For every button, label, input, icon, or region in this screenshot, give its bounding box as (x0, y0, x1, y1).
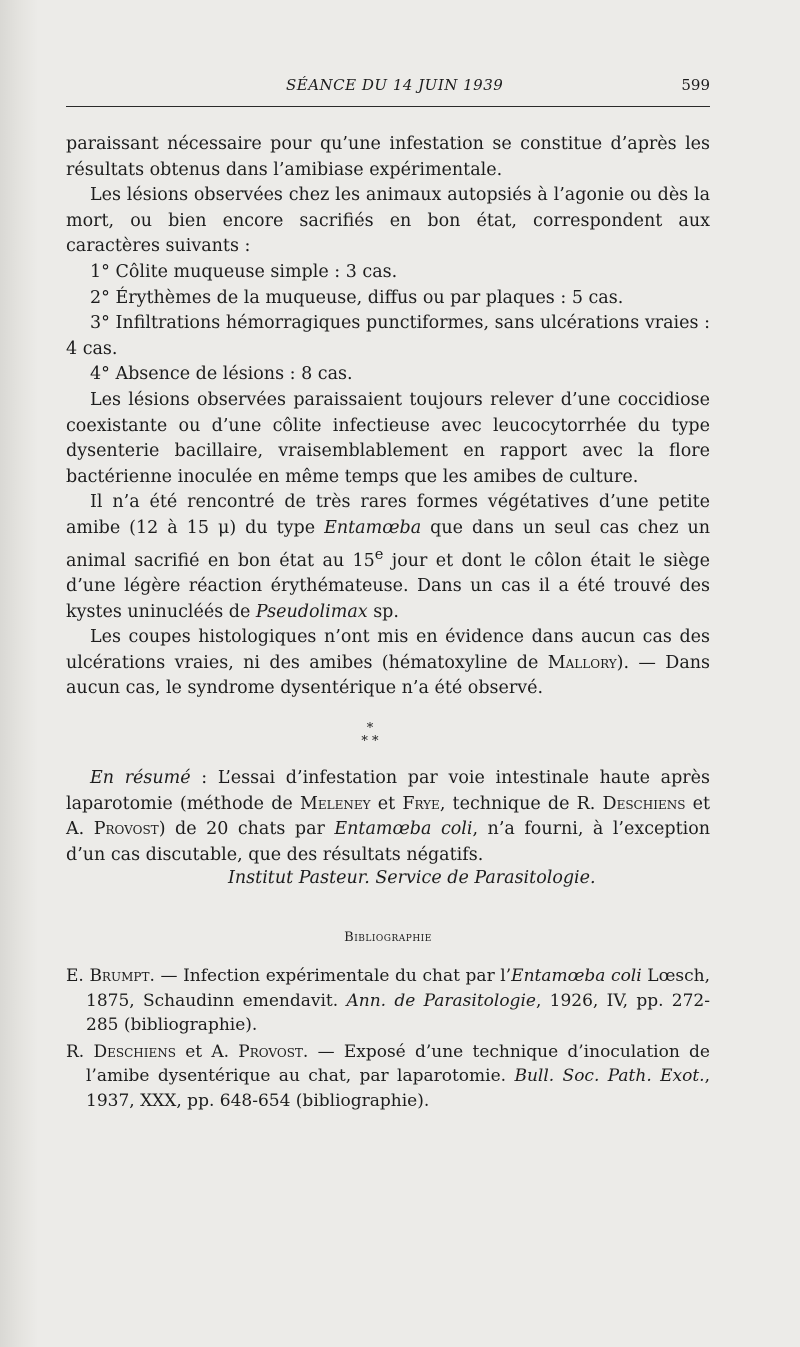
conclusion-text-c: ) de 20 chats par (158, 819, 335, 840)
page-header (66, 76, 710, 100)
conclusion-paragraph (66, 766, 710, 868)
header-rule (66, 106, 710, 107)
running-title: SÉANCE DU 14 JUIN 1939 (286, 76, 504, 94)
conclusion-text-a: : L’essai d’infestation par voie intestinale haute après laparotomie (méthode de (66, 768, 710, 814)
ref2-author-2: Provost (238, 1041, 303, 1062)
paragraph-5-text-a: Les coupes histologiques n’ont mis en évidence dans aucun cas des ulcérations vraies, ni des amibes (hématoxyline de (66, 627, 710, 673)
ref2-initial: R. (66, 1041, 94, 1062)
ref1-journal: Ann. de Parasitologie (346, 990, 536, 1011)
paragraph-4 (66, 490, 710, 625)
paragraph-5-text-b: ). — Dans aucun cas, le syndrome dysentérique n’a été observé. (66, 652, 711, 699)
author-meleney: Meleney (299, 793, 371, 814)
paragraph-4-text-a: Il n’a été rencontré de très rares formes végétatives d’une petite amibe (12 à 15 μ) du type (66, 492, 710, 538)
ref1-author: Brumpt (89, 966, 150, 986)
paragraph-3: Les lésions observées paraissaient toujours relever d’une coccidiose coexistante ou d’une côlite infectieuse avec leucocytorrhée du type dysenterie bacillaire, vraisemblablement en rapport avec la flore bactérienne inoculée en même temps que les amibes de culture. (66, 389, 710, 487)
ref1-text-c: , 1926, IV, pp. 272-285 (bibliographie). (86, 990, 710, 1035)
conclusion-and-2: et A. (66, 793, 711, 840)
author-deschiens: Deschiens (602, 793, 686, 814)
ref1-text-a: . — Infection expérimentale du chat par l’ (149, 966, 512, 986)
bibliography (66, 964, 710, 1115)
genus-entamoeba: Entamœba (324, 517, 422, 538)
conclusion-text-d: , n’a fourni, à l’exception d’un cas discutable, que des résultats négatifs. (66, 819, 711, 865)
paragraph-4-text-b: que dans un seul cas chez un animal sacrifié en bon état au 15 (66, 517, 710, 571)
author-frye: Frye (402, 793, 440, 814)
ref2-text-a: . — Exposé d’une technique d’inoculation de l’amibe dysentérique au chat, par laparotomie. (86, 1041, 710, 1086)
genus-pseudolimax: Pseudolimax (255, 601, 368, 622)
page-number: 599 (681, 76, 710, 94)
ref2-author-1: Deschiens (93, 1041, 176, 1062)
paragraph-1: paraissant nécessaire pour qu’une infestation se constitue d’après les résultats obtenus dans l’amibiase expérimentale. (66, 134, 710, 180)
lesion-item-2: 2° Érythèmes de la muqueuse, diffus ou par plaques : 5 cas. (90, 287, 624, 308)
ordinal-superscript: e (374, 545, 384, 563)
paragraph-4-text-d: sp. (367, 601, 399, 622)
author-mallory: Mallory (547, 652, 617, 673)
paragraph-5 (66, 625, 710, 702)
body-text (66, 132, 710, 702)
ref1-text-b: Lœsch, 1875, Schaudinn emendavit. (86, 966, 710, 1011)
ref1-initial: E. (66, 966, 90, 986)
ref1-species: Entamœba coli (511, 966, 642, 986)
paragraph-4-text-c: jour et dont le côlon était le siège d’une légère réaction érythémateuse. Dans un cas il a été trouvé des kystes uninucléés de (66, 550, 710, 622)
reference-2 (66, 1040, 710, 1114)
page-binding-edge (0, 0, 38, 1347)
asterism (350, 722, 390, 748)
species-entamoeba-coli: Entamœba coli (334, 819, 473, 840)
lesion-item-4: 4° Absence de lésions : 8 cas. (90, 364, 353, 385)
conclusion-label: En résumé (90, 768, 191, 788)
paragraph-2: Les lésions observées chez les animaux autopsiés à l’agonie ou dès la mort, ou bien encore sacrifiés en bon état, correspondent aux caractères suivants : (66, 185, 710, 257)
lesion-item-1: 1° Côlite muqueuse simple : 3 cas. (90, 261, 398, 282)
reference-1 (66, 964, 710, 1038)
ref2-and: et A. (175, 1041, 239, 1062)
lesion-item-3: 3° Infiltrations hémorragiques punctiformes, sans ulcérations vraies : 4 cas. (66, 313, 710, 359)
conclusion (66, 766, 710, 868)
ref2-text-b: , 1937, XXX, pp. 648-654 (bibliographie). (86, 1066, 710, 1111)
author-provost: Provost (93, 819, 159, 840)
conclusion-and-1: et (370, 793, 403, 814)
ref2-journal: Bull. Soc. Path. Exot. (514, 1066, 705, 1086)
bibliography-title: Bibliographie (344, 930, 432, 945)
conclusion-text-b: , technique de R. (439, 793, 603, 814)
signature: Institut Pasteur. Service de Parasitologie. (228, 868, 596, 888)
asterism-top: * (366, 721, 374, 736)
asterism-bottom: * * (361, 734, 379, 749)
